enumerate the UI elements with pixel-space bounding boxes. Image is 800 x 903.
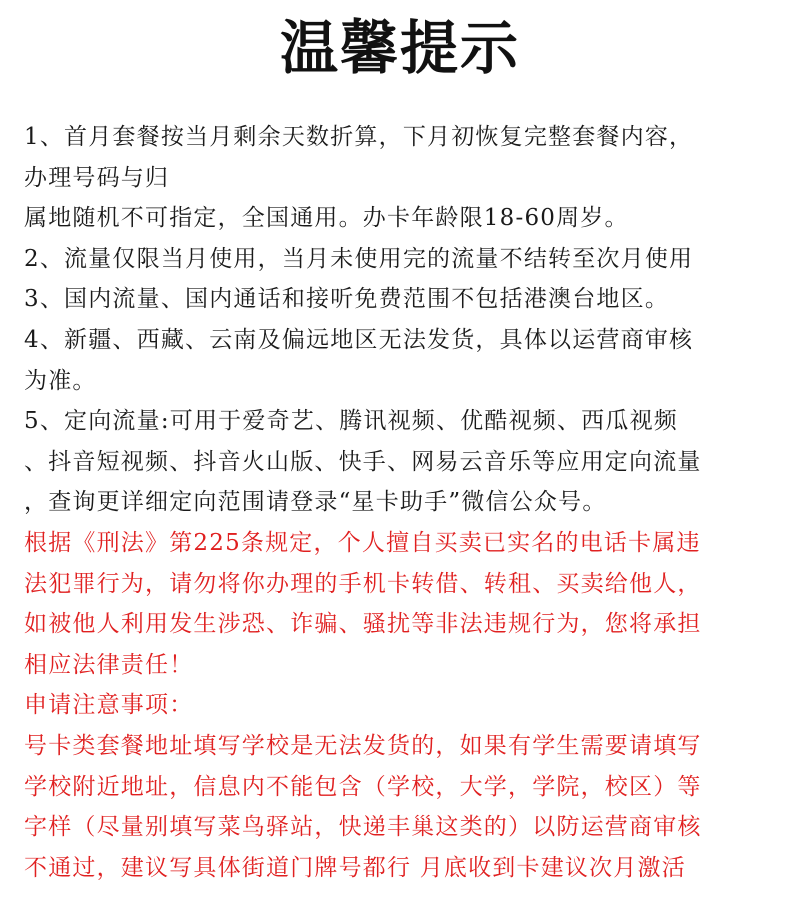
notice-line: 、抖音短视频、抖音火山版、快手、网易云音乐等应用定向流量 (24, 448, 702, 475)
notice-line: 办理号码与归 (24, 164, 170, 191)
notice-line: 1、首月套餐按当月剩余天数折算，下月初恢复完整套餐内容， (24, 124, 694, 150)
notice-line: ，查询更详细定向范围请登录“星卡助手”微信公众号。 (24, 489, 607, 516)
notice-line: 5、定向流量:可用于爱奇艺、腾讯视频、优酷视频、西瓜视频 (24, 408, 678, 435)
application-note-line: 不通过，建议写具体街道门牌号都行 月底收到卡建议次月激活 (24, 854, 686, 881)
notice-body (24, 117, 784, 888)
application-note-line: 学校附近地址，信息内不能包含（学校，大学，学院，校区）等 (24, 773, 702, 800)
application-note-line: 字样（尽量别填写菜鸟驿站，快递丰巢这类的）以防运营商审核 (24, 814, 702, 841)
notice-line: 为准。 (24, 367, 97, 394)
legal-warning-line: 法犯罪行为，请勿将你办理的手机卡转借、转租、买卖给他人， (24, 570, 702, 597)
notice-line: 2、流量仅限当月使用，当月未使用完的流量不结转至次月使用 (24, 245, 694, 272)
notice-line: 3、国内流量、国内通话和接听免费范围不包括港澳台地区。 (24, 286, 670, 313)
page-title: 温馨提示 (279, 14, 520, 82)
legal-warning-line: 根据《刑法》第225条规定，个人擅自买卖已实名的电话卡属违 (24, 529, 701, 556)
notice-line: 属地随机不可指定，全国通用。办卡年龄限18-60周岁。 (24, 205, 629, 232)
application-note-line: 号卡类套餐地址填写学校是无法发货的，如果有学生需要请填写 (24, 732, 702, 759)
application-notes-heading: 申请注意事项： (24, 692, 194, 719)
legal-warning-line: 如被他人利用发生涉恐、诈骗、骚扰等非法违规行为，您将承担 (24, 611, 702, 638)
notice-line: 4、新疆、西藏、云南及偏远地区无法发货，具体以运营商审核 (24, 326, 694, 353)
legal-warning-line: 相应法律责任！ (24, 651, 194, 678)
